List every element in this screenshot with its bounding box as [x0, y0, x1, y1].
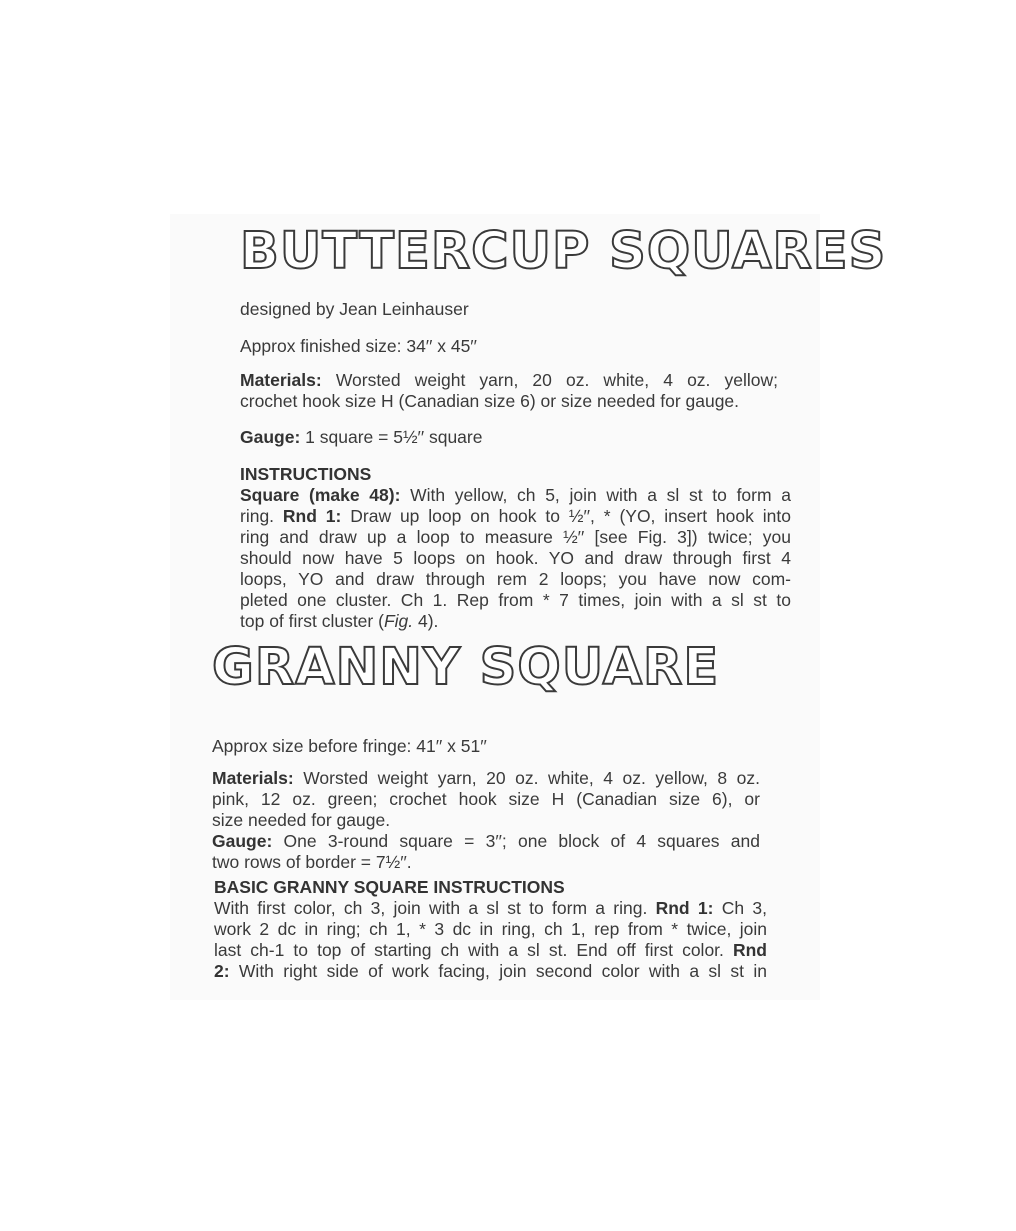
square-label: Square (make 48):	[240, 485, 401, 505]
instruction-line-2	[240, 506, 791, 527]
materials-line-1	[212, 768, 760, 789]
instruction-text: 4).	[413, 611, 439, 631]
basic-heading: BASIC GRANNY SQUARE INSTRUCTIONS	[214, 877, 565, 897]
basic-line-3	[214, 940, 767, 961]
granny-basic-instructions	[214, 877, 767, 982]
gauge-text-1: One 3-round square = 3′′; one block of 4 squares and	[272, 831, 760, 851]
instruction-line-6: pleted one cluster. Ch 1. Rep from * 7 times, join with a sl st to	[240, 590, 791, 610]
granny-size	[212, 736, 772, 757]
figure-ref: Fig.	[383, 611, 414, 631]
round-label: Rnd	[732, 940, 767, 960]
finished-size: Approx finished size: 34′′ x 45′′	[240, 336, 477, 356]
materials-text-1: Worsted weight yarn, 20 oz. white, 4 oz. yellow, 8 oz.	[293, 768, 760, 788]
granny-materials	[212, 768, 760, 873]
buttercup-instructions	[240, 464, 791, 632]
instruction-line-3: ring and draw up a loop to measure ½′′ [see Fig. 3]) twice; you	[240, 527, 791, 547]
gauge-line	[240, 427, 800, 448]
materials-line-1	[240, 370, 778, 391]
materials-label: Materials:	[212, 768, 294, 788]
instruction-text: Draw up loop on hook to ½′′, * (YO, insert hook into	[341, 506, 791, 526]
granny-title: GRANNY SQUARE	[212, 638, 720, 697]
instructions-heading: INSTRUCTIONS	[240, 464, 372, 484]
gauge-text: 1 square = 5½′′ square	[305, 427, 483, 447]
materials-line-2: pink, 12 oz. green; crochet hook size H (Canadian size 6), or	[212, 789, 760, 809]
round-label: Rnd 1:	[282, 506, 342, 526]
size-before-fringe: Approx size before fringe: 41′′ x 51′′	[212, 736, 487, 756]
buttercup-materials	[240, 370, 778, 412]
basic-line-2: work 2 dc in ring; ch 1, * 3 dc in ring, ch 1, rep from * twice, join	[214, 919, 767, 939]
gauge-line-2: two rows of border = 7½′′.	[212, 852, 412, 872]
basic-line-4	[214, 961, 767, 982]
instruction-line-7	[240, 611, 791, 632]
gauge-label: Gauge:	[240, 427, 301, 447]
designer-credit: designed by Jean Leinhauser	[240, 299, 469, 319]
buttercup-designer	[240, 299, 800, 320]
buttercup-gauge	[240, 427, 800, 448]
gauge-label: Gauge:	[212, 831, 273, 851]
instruction-text: With first color, ch 3, join with a sl st to form a ring.	[214, 898, 656, 918]
materials-line-3: size needed for gauge.	[212, 810, 391, 830]
instruction-text: ring.	[240, 506, 283, 526]
materials-label: Materials:	[240, 370, 322, 390]
round-label: 2:	[214, 961, 230, 981]
instruction-text: top of first cluster (	[240, 611, 384, 631]
instruction-line-5: loops, YO and draw through rem 2 loops; you have now com-	[240, 569, 791, 589]
instruction-text: last ch-1 to top of starting ch with a sl st. End off first color.	[214, 940, 733, 960]
instruction-text: With right side of work facing, join second color with a sl st in	[229, 961, 767, 981]
instruction-text: Ch 3,	[713, 898, 767, 918]
instruction-text: With yellow, ch 5, join with a sl st to form a	[400, 485, 791, 505]
gauge-line-1	[212, 831, 760, 852]
instruction-line-1	[240, 485, 791, 506]
buttercup-size	[240, 336, 800, 357]
buttercup-title: BUTTERCUP SQUARES	[240, 222, 887, 281]
materials-line-2: crochet hook size H (Canadian size 6) or size needed for gauge.	[240, 391, 740, 411]
basic-line-1	[214, 898, 767, 919]
round-label: Rnd 1:	[655, 898, 714, 918]
instruction-line-4: should now have 5 loops on hook. YO and draw through first 4	[240, 548, 791, 568]
materials-text-1: Worsted weight yarn, 20 oz. white, 4 oz. yellow;	[335, 370, 778, 390]
